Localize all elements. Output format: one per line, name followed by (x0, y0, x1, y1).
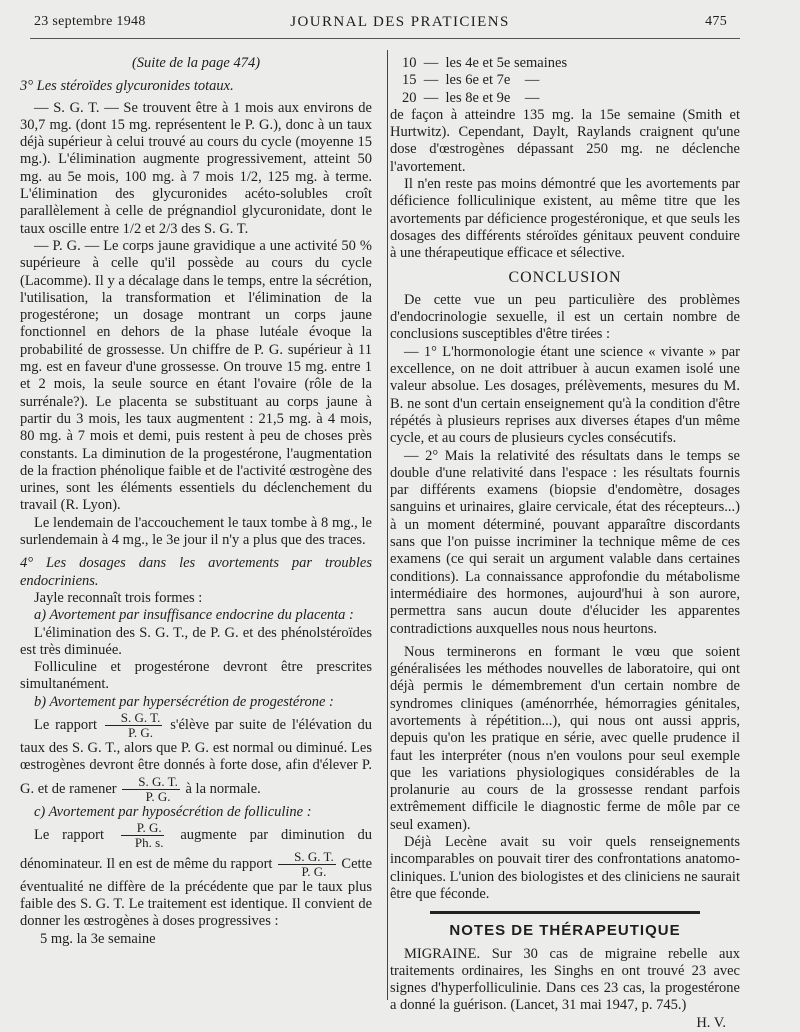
ratio-numerator: P. G. (121, 821, 164, 836)
ratio-sgt-pg-3 (278, 850, 336, 879)
notes-heading: NOTES DE THÉRAPEUTIQUE (449, 922, 681, 940)
subsection-b-title: b) Avortement par hypersécrétion de progestérone : (34, 693, 334, 710)
conclusion-lecene: Déjà Lecène avait su voir quels renseignements incomparables on pouvait tirer des confrontations anatomo-cliniques. L'union des biologistes et des cliniciens ne saurait être que féconde. (390, 834, 740, 902)
ratio-numerator: S. G. T. (122, 775, 180, 790)
left-column (20, 55, 372, 948)
ratio-denominator: P. G. (301, 863, 327, 879)
ratio-denominator: P. G. (145, 788, 171, 804)
signature: H. V. (696, 1014, 726, 1031)
conclusion-intro: De cette vue un peu particulière des problèmes d'endocrinologie sexuelle, il est un certain nombre de conclusions susceptibles d'être tirées : (390, 291, 740, 343)
header-page-number: 475 (705, 14, 727, 29)
ratio-numerator: S. G. T. (278, 850, 336, 865)
header-date: 23 septembre 1948 (34, 14, 146, 29)
column-divider (387, 50, 388, 1000)
conclusion-voeu: Nous terminerons en formant le vœu que soient généralisées les méthodes nouvelles de laboratoire, qui ont déjà permis le démembrement d'un certain nombre de syndromes cliniques (aménorrhée, hémorragies génitales, avortements à répétition...), qui nous ont aussi appris, depuis qu'on les pratique en série, avec quelle prudence il faut les interpréter (nous n'en voulons pour seul exemple que les variations physiologiques considérables de la prolanurie au cours de la grossesse rendant parfois extrêmement difficile le diagnostic ferme de môle par ce seul examen). (390, 643, 740, 833)
dose-line-3: 15 — les 6e et 7e — (402, 72, 540, 89)
ratio-numerator: S. G. T. (105, 711, 163, 726)
paragraph-pg: — P. G. — Le corps jaune gravidique a une activité 50 % supérieure à celle qu'il possède au cours du cycle (Lacomme). Il y a décalage dans le temps, entre la sécrétion, l'utilisation, la transformation et l'élimination de la progestérone; un dosage montrant un corps jaune fonctionnel en dehors de la phase lutéale évoque la probabilité de grossesse. Un chiffre de P. G. supérieur à 11 mg. est en faveur d'une grossesse. On trouve 15 mg. entre 1 et 2 mois, la seule source en étant l'ovaire (rôle de la surrénale?). Le placenta se substituant au corps jaune à partir du 3 mois, les taux augmentent : 21,5 mg. à 4 mois, 80 mg. à 7 mois et demi, puis restent à peu de choses près constants. La diminution de la progestérone, l'augmentation de la fraction phénolique faible et de l'activité œstrogène des urines, sont les éléments essentiels du déclenchement du travail (R. Lyon). (20, 237, 372, 514)
conclusion-heading: CONCLUSION (508, 268, 622, 286)
dose-line-1: 5 mg. la 3e semaine (40, 930, 156, 947)
conclusion-point-2: — 2° Mais la relativité des résultats dans le temps se double d'une relativité dans l'espace : les résultats fournis par différents examens (biopsie d'endomètre, dosages sanguins et urinaires, glaire cervicale, état des récepteurs...) à un moment déterminé, pouvant apparaître discordants sans que l'on puisse incriminer la technique même de ces examens (ce qui serait un argument valable dans certaines conditions). La connaissance approfondie du métabolisme intermédiaire des hormones, aujourd'hui à son aurore, permettra sans aucun doute d'élucider les apparentes contradictions auxquelles nous nous heurtons. (390, 447, 740, 637)
subsection-c-text (20, 821, 372, 931)
paragraph-reste: Il n'en reste pas moins démontré que les avortements par déficience folliculinique existent, au même titre que les avortements par déficience progestéronique, et que seuls les dosages des différents stéroïdes génitaux peuvent conduire à une thérapeutique efficace et sélective. (390, 176, 740, 262)
section-3-title: 3° Les stéroïdes glycuronides totaux. (20, 78, 234, 95)
subsection-a-text-2: Folliculine et progestérone devront être prescrites simultanément. (20, 659, 372, 693)
header-rule (30, 38, 740, 39)
c-end: Cette éventualité ne diffère de la précédente que par le taux plus faible des S. G. T. Le traitement est identique. Il convient de donner les œstrogènes à doses progressives : (20, 855, 373, 930)
b-body: s'élève par suite de l'élévation du taux des S. G. T., alors que P. G. est normal ou diminué. Les œstrogènes devront être donnés à forte dose, afin d'élever P. G. et de ramener (20, 716, 372, 797)
migraine-note: MIGRAINE. Sur 30 cas de migraine rebelle aux traitements ordinaires, les Singhs en ont trouvé 23 avec signes d'hyperfolliculinie. Dans ces 23 cas, la progestérone a donné la guérison. (Lancet, 31 mai 1947, p. 745.) (390, 945, 740, 1014)
header-journal-title: JOURNAL DES PRATICIENS (290, 14, 510, 30)
continued-note: (Suite de la page 474) (131, 55, 261, 71)
paragraph-jayle: Jayle reconnaît trois formes : (34, 589, 203, 606)
paragraph-dose-end: de façon à atteindre 135 mg. la 15e semaine (Smith et Hurtwitz). Cependant, Daylt, Raylands craignent qu'une dose d'œstrogènes dépassant 250 mg. ne déclenche l'avortement. (390, 106, 740, 175)
paragraph-sgt: — S. G. T. — Se trouvent être à 1 mois aux environs de 30,7 mg. (dont 15 mg. représentent le P. G.), donc à un taux déjà supérieur à celui trouvé au cours du cycle (moyenne 15 mg.). L'élimination augmente progressivement, atteint 50 mg. au 5e mois, 100 mg. à 7 mois 1/2, 125 mg. à terme. L'élimination des glycuronides acéto-solubles croît parallèlement à celle de prégnandiol glycuronidate, dont le taux oscille entre 1/2 et 2/3 des S. G. T. (20, 99, 372, 237)
ratio-denominator: Ph. s. (134, 834, 164, 850)
ratio-sgt-pg (105, 711, 163, 740)
notes-separator (430, 911, 700, 914)
dose-line-4: 20 — les 8e et 9e — (402, 89, 540, 106)
paragraph-lendemain: Le lendemain de l'accouchement le taux tombe à 8 mg., le surlendemain à 4 mg., le 3e jour il n'y a plus que des traces. (20, 514, 372, 549)
c-body: augmente par diminution du dénominateur. Il en est de même du rapport (20, 826, 372, 872)
ratio-denominator: P. G. (128, 724, 154, 740)
dose-line-2: 10 — les 4e et 5e semaines (402, 55, 568, 71)
c-lead: Le rapport (34, 826, 105, 843)
subsection-b-text (20, 711, 372, 804)
ratio-sgt-pg-2 (122, 775, 180, 804)
conclusion-point-1: — 1° L'hormonologie étant une science « vivante » par excellence, on ne doit attribuer à aucun examen isolé une valeur absolue. Les dosages, prélèvements, mesures du M. B. ne sont d'un certain enseignement qu'à la condition d'être répétés à plusieurs reprises aux diverses étapes d'un même cycle, et au cours de plusieurs cycles consécutifs. (390, 343, 740, 447)
b-end: à la normale. (185, 780, 261, 797)
subsection-a-title: a) Avortement par insuffisance endocrine du placenta : (34, 607, 354, 624)
right-column (390, 55, 740, 1032)
ratio-pg-phs (119, 821, 166, 850)
section-4-title: 4° Les dosages dans les avortements par troubles endocriniens. (20, 555, 372, 589)
b-lead: Le rapport (34, 716, 97, 733)
subsection-c-title: c) Avortement par hyposécrétion de folliculine : (34, 803, 312, 820)
subsection-a-text: L'élimination des S. G. T., de P. G. et des phénolstéroïdes est très diminuée. (20, 624, 372, 658)
